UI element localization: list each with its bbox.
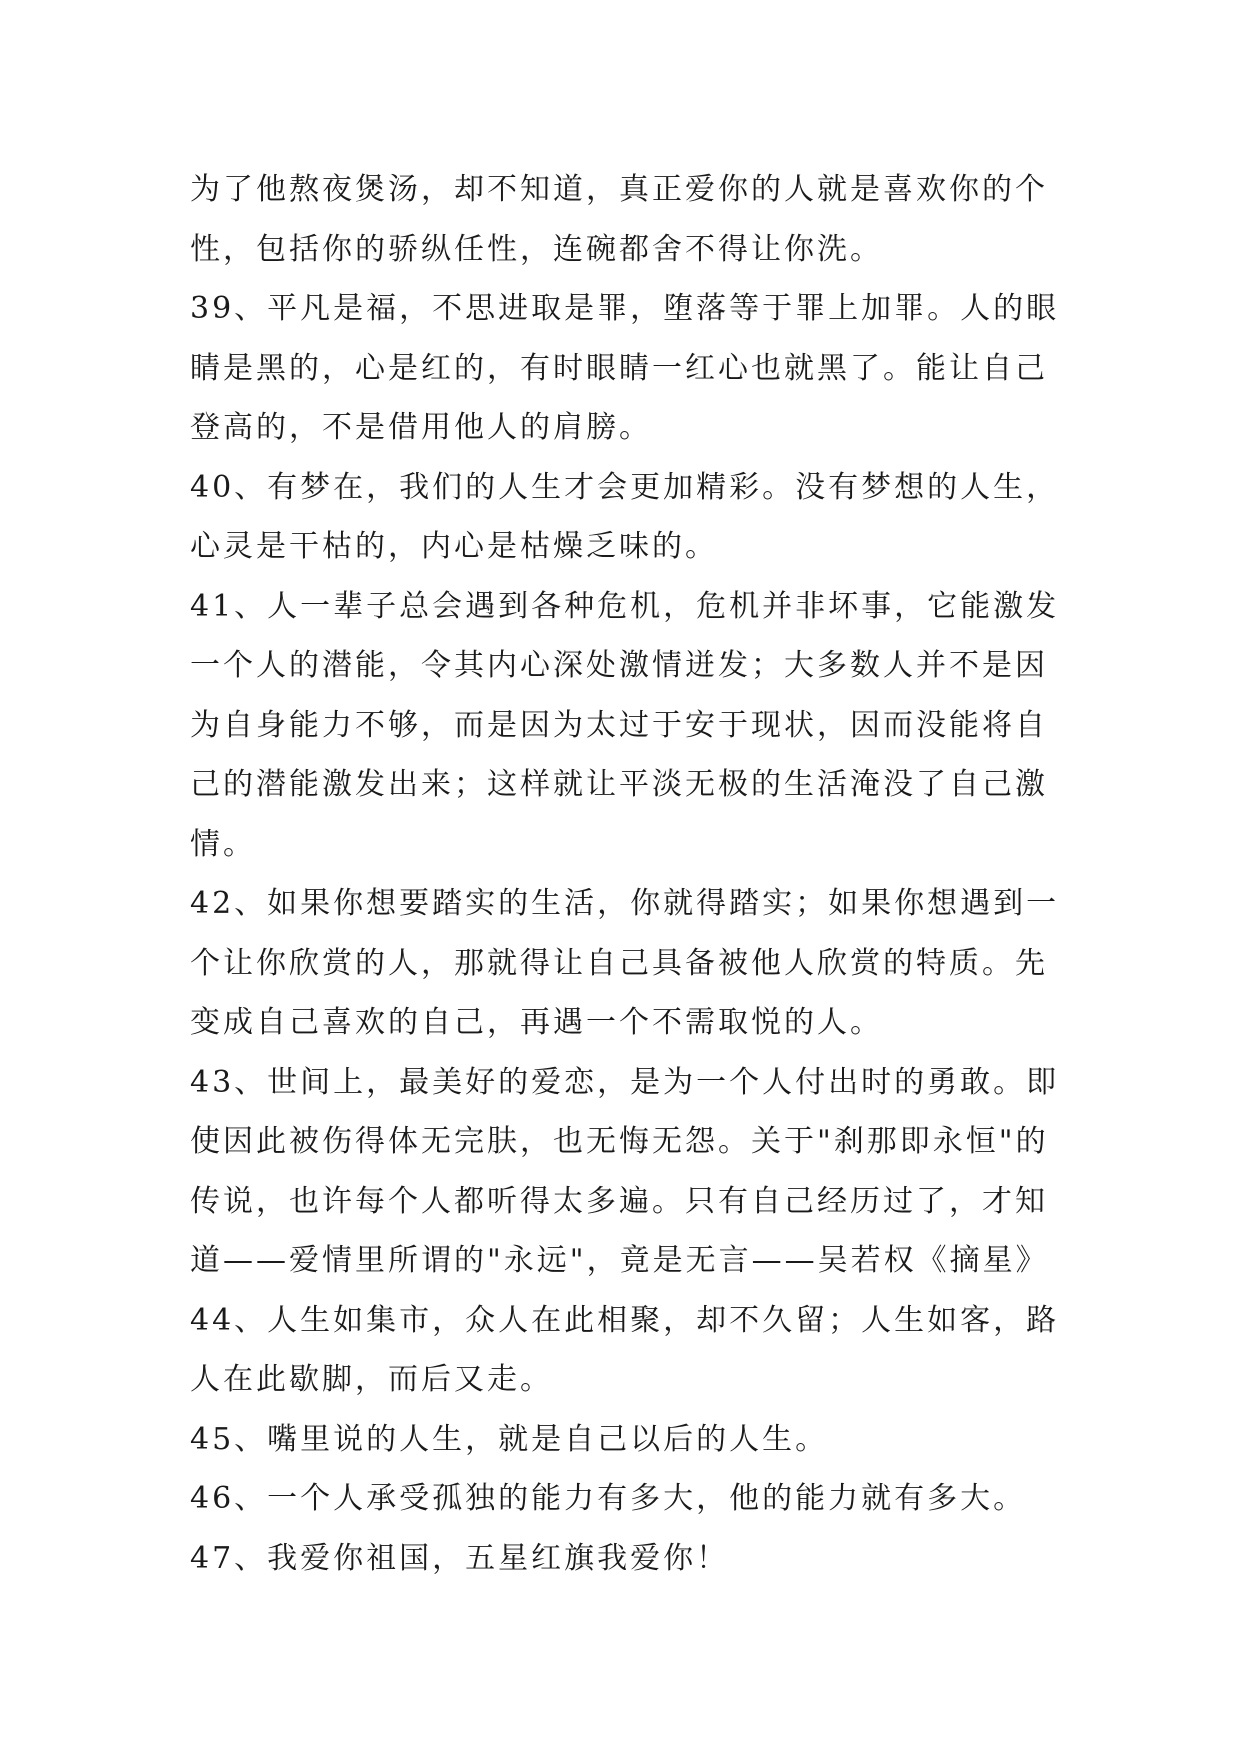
text-line: 为了他熬夜煲汤，却不知道，真正爱你的人就是喜欢你的个	[190, 172, 1048, 207]
document-body	[190, 160, 1070, 1588]
text-line: 道——爱情里所谓的"永远"，竟是无言——吴若权《摘星》	[190, 1243, 1049, 1278]
text-line: 42、如果你想要踏实的生活，你就得踏实；如果你想遇到一	[190, 886, 1060, 921]
text-line: 40、有梦在，我们的人生才会更加精彩。没有梦想的人生，	[190, 469, 1060, 505]
text-line: 己的潜能激发出来；这样就让平淡无极的生活淹没了自己激	[190, 767, 1048, 802]
text-line: 45、嘴里说的人生，就是自己以后的人生。	[190, 1421, 829, 1457]
text-line: 43、世间上，最美好的爱恋，是为一个人付出时的勇敢。即	[190, 1064, 1060, 1100]
text-line: 变成自己喜欢的自己，再遇一个不需取悦的人。	[190, 1005, 883, 1040]
text-line: 47、我爱你祖国，五星红旗我爱你！	[190, 1540, 730, 1576]
text-line: 个让你欣赏的人，那就得让自己具备被他人欣赏的特质。先	[190, 945, 1048, 981]
text-line: 41、人一辈子总会遇到各种危机，危机并非坏事，它能激发	[190, 588, 1060, 624]
text-line: 46、一个人承受孤独的能力有多大，他的能力就有多大。	[190, 1481, 1027, 1516]
text-line: 睛是黑的，心是红的，有时眼睛一红心也就黑了。能让自己	[190, 350, 1048, 386]
text-line: 心灵是干枯的，内心是枯燥乏味的。	[190, 529, 718, 564]
text-line: 情。	[190, 826, 256, 862]
text-line: 一个人的潜能，令其内心深处激情迸发；大多数人并不是因	[190, 648, 1048, 683]
text-line: 44、人生如集市，众人在此相聚，却不久留；人生如客，路	[190, 1302, 1060, 1338]
text-line: 为自身能力不够，而是因为太过于安于现状，因而没能将自	[190, 707, 1048, 743]
text-line: 性，包括你的骄纵任性，连碗都舍不得让你洗。	[190, 231, 883, 267]
text-line: 传说，也许每个人都听得太多遍。只有自己经历过了，才知	[190, 1183, 1048, 1219]
text-line: 使因此被伤得体无完肤，也无悔无怨。关于"刹那即永恒"的	[190, 1124, 1049, 1159]
text-line: 人在此歇脚，而后又走。	[190, 1362, 553, 1397]
text-line: 39、平凡是福，不思进取是罪，堕落等于罪上加罪。人的眼	[190, 291, 1060, 326]
text-line: 登高的，不是借用他人的肩膀。	[190, 410, 652, 445]
